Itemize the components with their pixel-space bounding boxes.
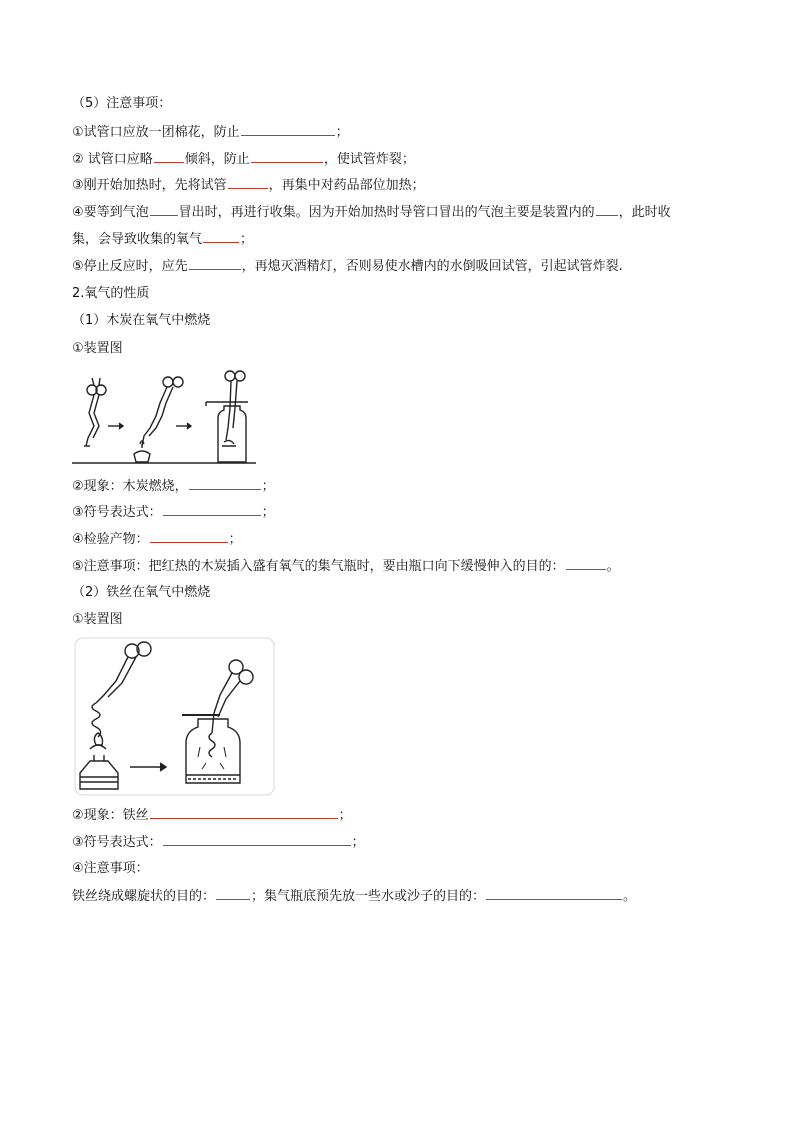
charcoal-figure-label: ①装置图	[72, 341, 123, 356]
item-text: ⑤停止反应时，应先	[72, 259, 188, 274]
item-text: ；	[261, 505, 275, 520]
iron-heading: （2）铁丝在氧气中燃烧	[72, 585, 211, 600]
item-text: ⑤注意事项：把红热的木炭插入盛有氧气的集气瓶时，要由瓶口向下缓慢伸入的目的：	[72, 559, 565, 574]
arrow-icon	[108, 423, 123, 429]
item-text: ④检验产物：	[72, 532, 149, 547]
iron-phenomenon	[72, 806, 352, 825]
iron-equation	[72, 833, 365, 852]
charcoal-note	[72, 557, 620, 576]
answer-blank[interactable]	[251, 150, 323, 163]
precaution-item-4	[72, 203, 671, 222]
item-text: ①试管口应放一团棉花，防止	[72, 125, 240, 140]
precaution-item-2	[72, 150, 415, 169]
item-text: 冒出时，再进行收集。因为开始加热时导管口冒出的气泡主要是装置内的	[178, 205, 595, 220]
charcoal-equation	[72, 503, 275, 522]
alcohol-lamp-icon	[134, 441, 150, 462]
item-text: ；	[240, 232, 254, 247]
crucible-tongs-icon	[222, 371, 245, 446]
crucible-tongs-icon	[84, 378, 106, 446]
answer-blank[interactable]	[486, 887, 622, 900]
charcoal-heading: （1）木炭在氧气中燃烧	[72, 313, 211, 328]
answer-blank[interactable]	[189, 257, 241, 270]
item-text: 。	[606, 559, 620, 574]
answer-blank[interactable]	[228, 176, 268, 189]
iron-note-heading: ④注意事项：	[72, 861, 149, 876]
item-text: ③刚开始加热时，先将试管	[72, 178, 227, 193]
iron-coil-icon	[198, 733, 226, 769]
answer-blank[interactable]	[150, 203, 178, 216]
item-text: 。	[623, 889, 637, 904]
precaution-item-4-cont	[72, 230, 253, 249]
charcoal-phenomenon	[72, 477, 275, 496]
item-text: ，再熄灭酒精灯，否则易使水槽内的水倒吸回试管，引起试管炸裂.	[241, 259, 623, 274]
item-text: ；	[351, 835, 365, 850]
answer-blank[interactable]	[163, 833, 351, 846]
answer-blank[interactable]	[216, 887, 250, 900]
item-text: ④要等到气泡	[72, 205, 149, 220]
answer-blank[interactable]	[154, 150, 184, 163]
precautions-heading: （5）注意事项：	[72, 96, 172, 111]
item-text: ，此时收	[618, 205, 671, 220]
answer-blank[interactable]	[566, 557, 606, 570]
answer-blank[interactable]	[150, 806, 338, 819]
item-text: ② 试管口应略	[72, 152, 153, 167]
item-text: ；集气瓶底预先放一些水或沙子的目的：	[251, 889, 486, 904]
properties-heading: 2.氧气的性质	[72, 286, 150, 301]
alcohol-lamp-icon	[80, 733, 118, 789]
item-text: ；	[338, 808, 352, 823]
precaution-item-3	[72, 176, 425, 195]
item-text: ②现象：铁丝	[72, 808, 149, 823]
answer-blank[interactable]	[150, 530, 228, 543]
item-text: 集，会导致收集的氧气	[72, 232, 203, 247]
answer-blank[interactable]	[163, 503, 261, 516]
item-text: ，使试管炸裂；	[323, 152, 415, 167]
answer-blank[interactable]	[203, 230, 239, 243]
item-text: ；	[228, 532, 242, 547]
answer-blank[interactable]	[241, 123, 335, 136]
item-text: ；	[261, 479, 275, 494]
charcoal-test	[72, 530, 242, 549]
crucible-tongs-icon	[96, 642, 151, 703]
iron-apparatus-figure	[74, 637, 276, 797]
answer-blank[interactable]	[189, 477, 261, 490]
crucible-tongs-icon	[142, 377, 183, 446]
precaution-item-1	[72, 123, 349, 142]
item-text: ③符号表达式：	[72, 505, 162, 520]
item-text: ③符号表达式：	[72, 835, 162, 850]
item-text: 铁丝绕成螺旋状的目的：	[72, 889, 216, 904]
item-text: ；	[335, 125, 349, 140]
answer-blank[interactable]	[596, 203, 618, 216]
charcoal-apparatus-figure	[72, 368, 258, 468]
arrow-icon	[176, 423, 191, 429]
item-text: 倾斜，防止	[184, 152, 250, 167]
iron-figure-label: ①装置图	[72, 612, 123, 627]
item-text: ②现象：木炭燃烧，	[72, 479, 188, 494]
crucible-tongs-icon	[212, 660, 253, 733]
precaution-item-5	[72, 257, 623, 276]
iron-coil-icon	[92, 703, 101, 737]
iron-note	[72, 887, 636, 906]
arrow-icon	[130, 763, 166, 771]
item-text: ，再集中对药品部位加热；	[268, 178, 425, 193]
